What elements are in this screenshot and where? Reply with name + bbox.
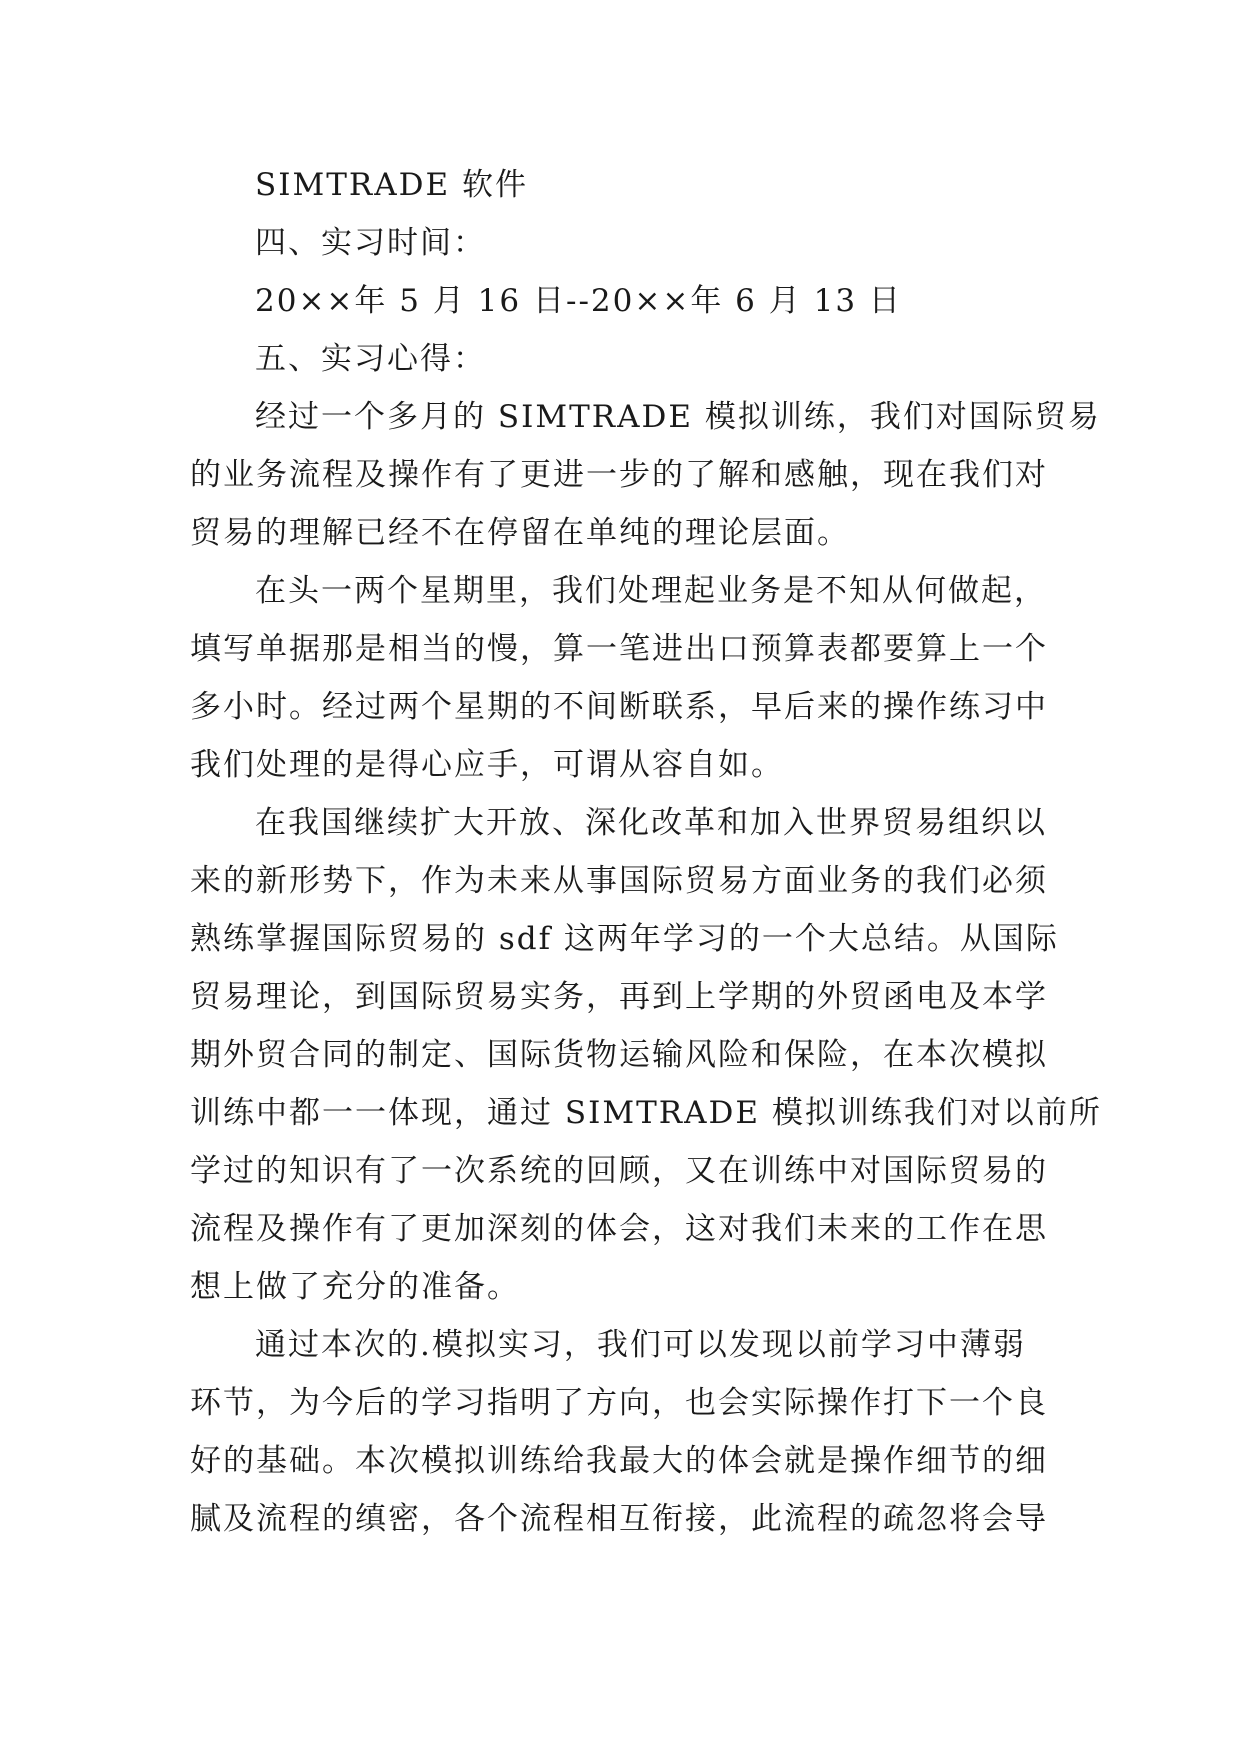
date-range-line: 20××年 5 月 16 日--20××年 6 月 13 日 [255, 283, 902, 319]
paragraph-2-line-2: 填写单据那是相当的慢，算一笔进出口预算表都要算上一个 [190, 631, 1048, 667]
paragraph-3-line-1: 在我国继续扩大开放、深化改革和加入世界贸易组织以 [255, 805, 1047, 841]
paragraph-2-line-1: 在头一两个星期里，我们处理起业务是不知从何做起， [255, 573, 1047, 609]
paragraph-3-line-6: 训练中都一一体现，通过 SIMTRADE 模拟训练我们对以前所 [190, 1095, 1102, 1131]
paragraph-2-line-3: 多小时。经过两个星期的不间断联系，早后来的操作练习中 [190, 689, 1048, 725]
paragraph-3-line-7: 学过的知识有了一次系统的回顾，又在训练中对国际贸易的 [190, 1153, 1048, 1189]
paragraph-1-line-1: 经过一个多月的 SIMTRADE 模拟训练，我们对国际贸易 [255, 399, 1101, 435]
section-heading-time: 四、实习时间： [255, 225, 486, 261]
paragraph-3-line-9: 想上做了充分的准备。 [190, 1269, 520, 1305]
paragraph-3-line-5: 期外贸合同的制定、国际货物运输风险和保险，在本次模拟 [190, 1037, 1048, 1073]
paragraph-3-line-3: 熟练掌握国际贸易的 sdf 这两年学习的一个大总结。从国际 [190, 921, 1059, 957]
paragraph-1-line-2: 的业务流程及操作有了更进一步的了解和感触，现在我们对 [190, 457, 1048, 493]
paragraph-4-line-2: 环节，为今后的学习指明了方向，也会实际操作打下一个良 [190, 1385, 1048, 1421]
paragraph-3-line-4: 贸易理论，到国际贸易实务，再到上学期的外贸函电及本学 [190, 979, 1048, 1015]
paragraph-4-line-1: 通过本次的.模拟实习，我们可以发现以前学习中薄弱 [255, 1327, 1026, 1363]
section-heading-experience: 五、实习心得： [255, 341, 486, 377]
paragraph-4-line-4: 腻及流程的缜密，各个流程相互衔接，此流程的疏忽将会导 [190, 1501, 1048, 1537]
paragraph-1-line-3: 贸易的理解已经不在停留在单纯的理论层面。 [190, 515, 850, 551]
paragraph-3-line-2: 来的新形势下，作为未来从事国际贸易方面业务的我们必须 [190, 863, 1048, 899]
software-line: SIMTRADE 软件 [255, 167, 528, 203]
paragraph-3-line-8: 流程及操作有了更加深刻的体会，这对我们未来的工作在思 [190, 1211, 1048, 1247]
paragraph-2-line-4: 我们处理的是得心应手，可谓从容自如。 [190, 747, 784, 783]
paragraph-4-line-3: 好的基础。本次模拟训练给我最大的体会就是操作细节的细 [190, 1443, 1048, 1479]
